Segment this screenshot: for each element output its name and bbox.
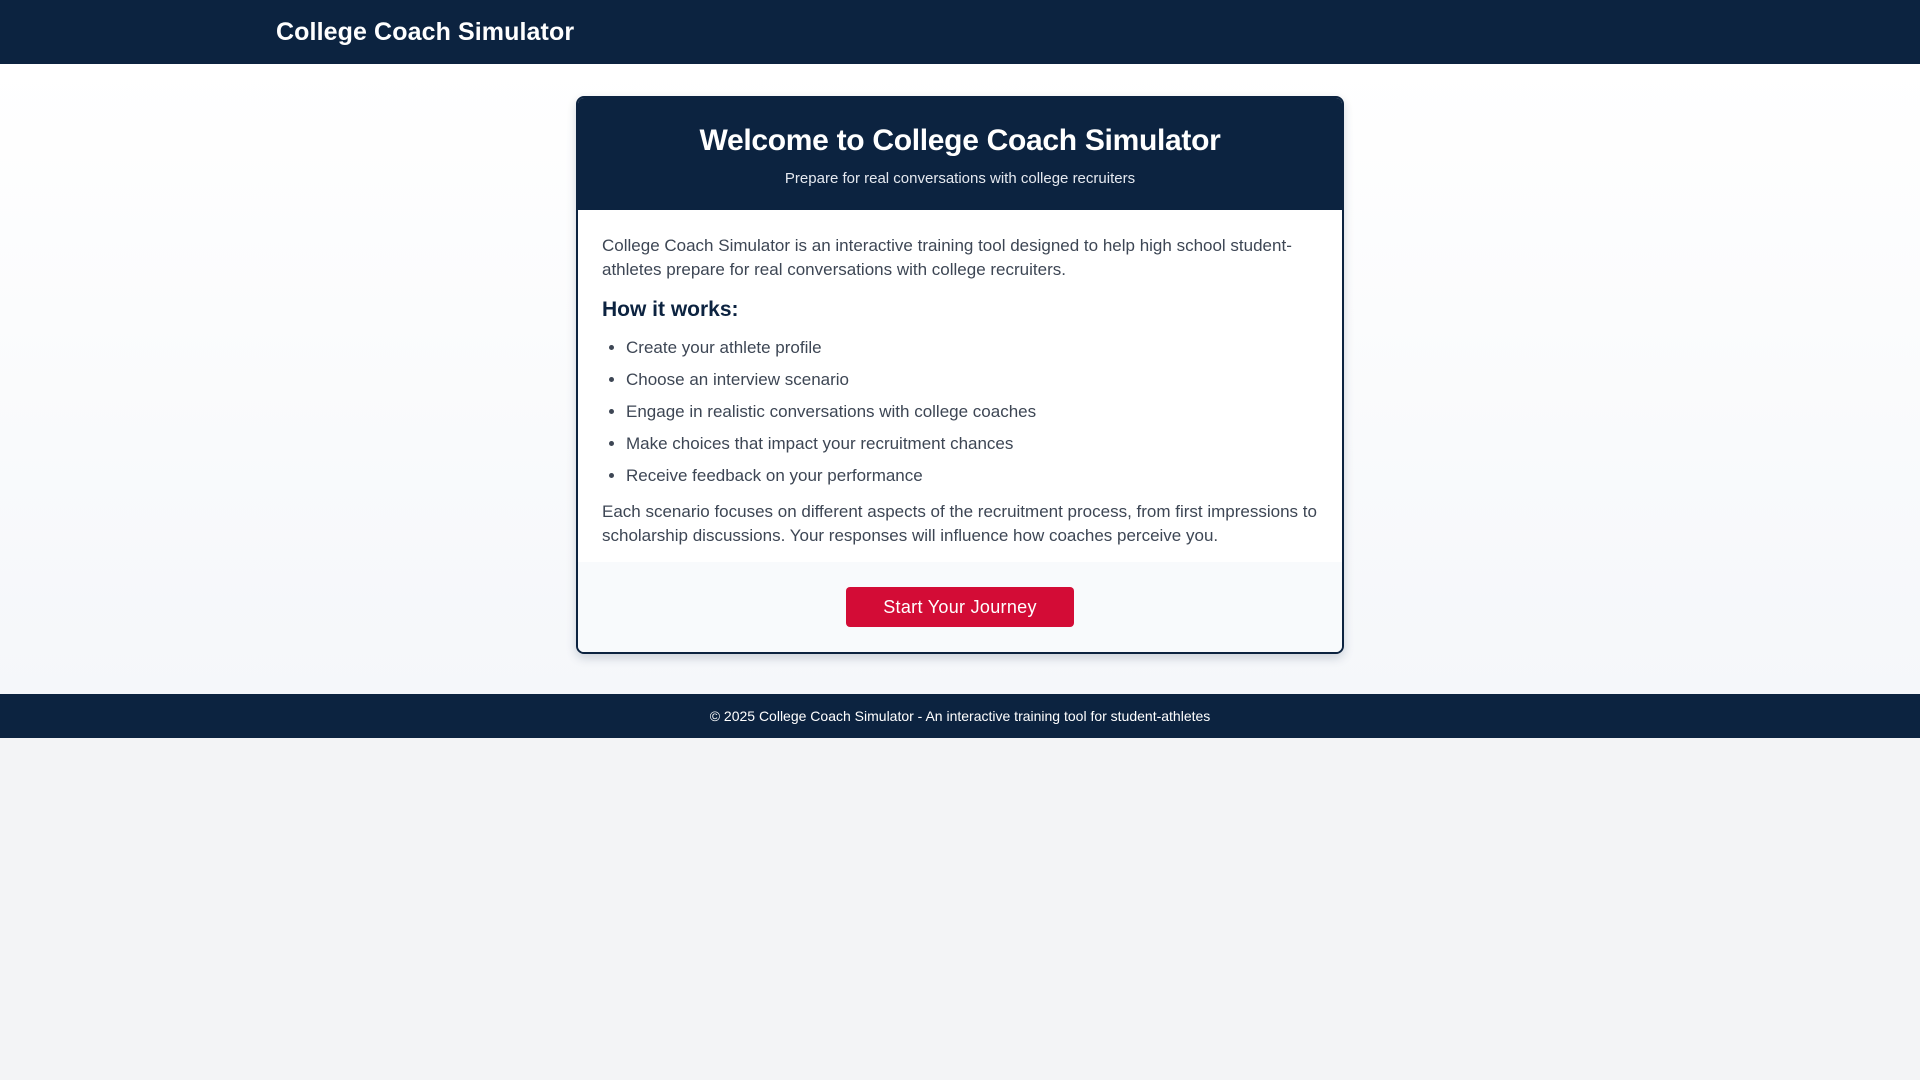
app-title[interactable]: College Coach Simulator: [276, 17, 575, 46]
welcome-card: [576, 96, 1344, 654]
main-content: [0, 64, 1920, 694]
list-item: • Create your athlete profile: [626, 336, 1318, 360]
welcome-card-body: [578, 210, 1342, 562]
site-footer: [0, 694, 1920, 738]
list-item: • Choose an interview scenario: [626, 368, 1318, 392]
how-it-works-list: [602, 336, 1318, 488]
page-background: [0, 738, 1920, 1080]
closing-paragraph: Each scenario focuses on different aspects of the recruitment process, from first impressions to scholarship discussions. Your responses will influence how coaches perceive you.: [602, 502, 1317, 545]
welcome-title: Welcome to College Coach Simulator: [699, 124, 1221, 157]
welcome-subtitle: Prepare for real conversations with college recruiters: [784, 170, 1136, 187]
list-item: • Make choices that impact your recruitment chances: [626, 432, 1318, 456]
footer-copyright: © 2025 College Coach Simulator - An interactive training tool for student-athletes: [709, 708, 1211, 724]
top-nav-bar: [0, 0, 1920, 64]
start-journey-button[interactable]: Start Your Journey: [846, 587, 1074, 627]
list-item: • Engage in realistic conversations with college coaches: [626, 400, 1318, 424]
list-item: • Receive feedback on your performance: [626, 464, 1318, 488]
welcome-card-footer: [578, 562, 1342, 652]
intro-paragraph: College Coach Simulator is an interactive training tool designed to help high school student-athletes prepare for real conversations with college recruiters.: [602, 236, 1292, 279]
welcome-card-header: [578, 98, 1342, 210]
how-it-works-heading: How it works:: [602, 298, 739, 321]
